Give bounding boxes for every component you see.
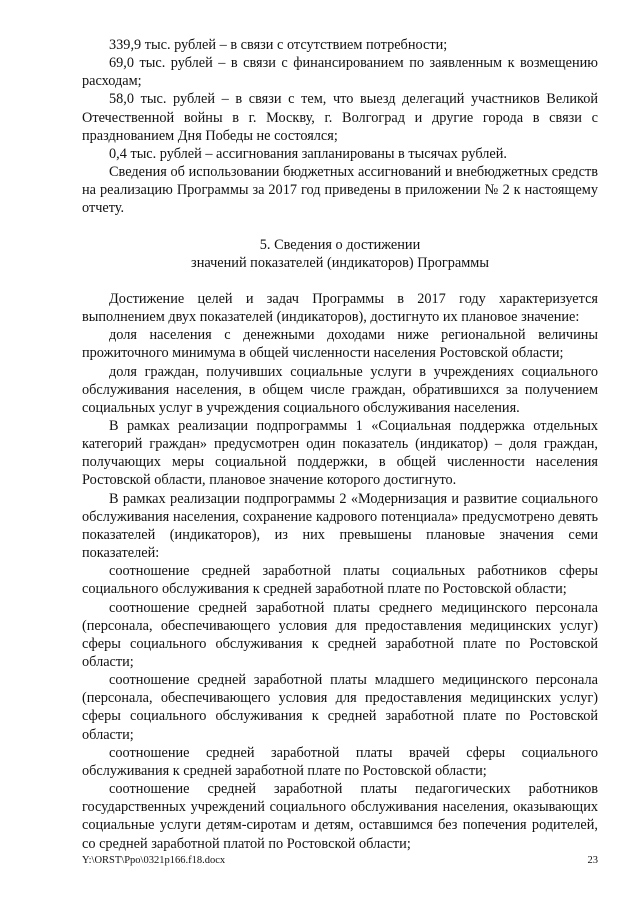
paragraph: В рамках реализации подпрограммы 2 «Модернизация и развитие социального обслуживания населения, сохранение кадрового потенциала» предусмотрено девять показателей (индикаторов), из них превышены плановые значения семи показателей: <box>82 490 598 562</box>
paragraph: Достижение целей и задач Программы в 2017 году характеризуется выполнением двух показателей (индикаторов), достигнуто их плановое значение: <box>82 290 598 326</box>
paragraph: 339,9 тыс. рублей – в связи с отсутствием потребности; <box>109 37 448 53</box>
paragraph: 69,0 тыс. рублей – в связи с финансированием по заявленным к возмещению расходам; <box>82 55 598 90</box>
section-heading <box>82 236 598 272</box>
paragraph: соотношение средней заработной платы социальных работников сферы социального обслуживания к средней заработной плате по Ростовской области; <box>82 563 598 598</box>
body-text <box>82 36 598 853</box>
footer-file-path: Y:\ORST\Ppo\0321p166.f18.docx <box>82 855 226 866</box>
section-heading-line-2: значений показателей (индикаторов) Программы <box>191 254 489 271</box>
paragraph: доля населения с денежными доходами ниже региональной величины прожиточного минимума в общей численности населения Ростовской области; <box>82 327 598 362</box>
page-number: 23 <box>587 855 598 866</box>
paragraph: соотношение средней заработной платы врачей сферы социального обслуживания к средней заработной плате по Ростовской области; <box>82 744 598 779</box>
paragraph: В рамках реализации подпрограммы 1 «Социальная поддержка отдельных категорий граждан» предусмотрен один показатель (индикатор) – доля граждан, получающих меры социальной поддержки, в общей численности населения Ростовской области, плановое значение которого достигнуто. <box>82 417 598 489</box>
paragraph: 58,0 тыс. рублей – в связи с тем, что выезд делегаций участников Великой Отечественной войны в г. Москву, г. Волгоград и другие города в связи с празднованием Дня Победы не состоялся; <box>82 91 598 144</box>
paragraph: соотношение средней заработной платы среднего медицинского персонала (персонала, обеспечивающего условия для предоставления медицинских услуг) сферы социального обслуживания к средней заработной плате по Ростовской области; <box>82 599 598 670</box>
paragraph: Сведения об использовании бюджетных ассигнований и внебюджетных средств на реализацию Программы за 2017 год приведены в приложении № 2 к настоящему отчету. <box>82 164 598 217</box>
paragraph: доля граждан, получивших социальные услуги в учреждениях социального обслуживания населения, в общем числе граждан, обратившихся за получением социальных услуг в учреждения социального обслуживания населения. <box>82 363 598 416</box>
paragraph: соотношение средней заработной платы младшего медицинского персонала (персонала, обеспечивающего условия для предоставления медицинских услуг) сферы социального обслуживания к средней заработной плате по Ростовской области; <box>82 672 598 743</box>
section-heading-line-1: 5. Сведения о достижении <box>259 236 421 253</box>
paragraph: 0,4 тыс. рублей – ассигнования запланированы в тысячах рублей. <box>109 145 507 162</box>
paragraph: соотношение средней заработной платы педагогических работников государственных учреждений социального обслуживания населения, оказывающих социальные услуги детям-сиротам и детям, оставшимся без попечения родителей, со средней заработной платой по Ростовской области; <box>82 781 598 852</box>
